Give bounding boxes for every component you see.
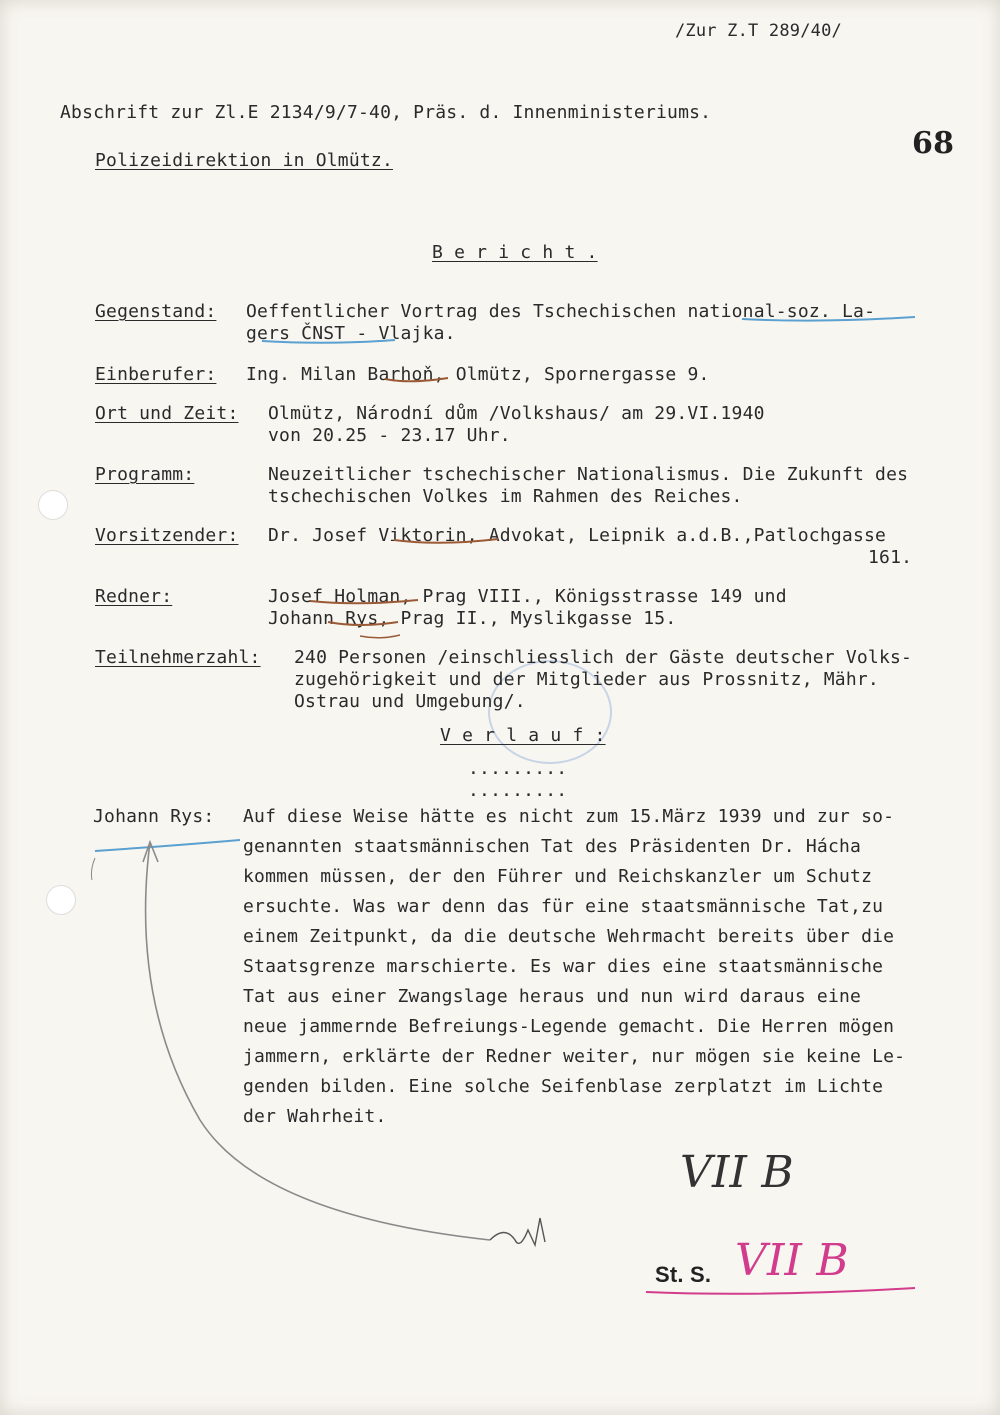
issuing-authority: Polizeidirektion in Olmütz. — [95, 150, 393, 171]
handwritten-mark-1: VII B — [680, 1147, 794, 1198]
vorsitzender-line-2: 161. — [868, 547, 913, 568]
ellipsis-line-2: ......... — [468, 780, 568, 801]
ort-zeit-label: Ort und Zeit: — [95, 403, 239, 424]
handwritten-mark-2: VII B — [735, 1235, 849, 1286]
einberufer-value: Ing. Milan Barhoň, Olmütz, Spornergasse 9. — [246, 364, 710, 385]
teilnehmerzahl-line-3: Ostrau und Umgebung/. — [294, 691, 526, 712]
speech-line: der Wahrheit. — [243, 1106, 387, 1127]
speaker-label: Johann Rys: — [93, 806, 215, 827]
speech-line: genannten staatsmännischen Tat des Präsidenten Dr. Hácha — [243, 836, 862, 857]
reference-number: /Zur Z.T 289/40/ — [675, 21, 842, 41]
programm-line-2: tschechischen Volkes im Rahmen des Reiches. — [268, 486, 743, 507]
vorsitzender-line-1: Dr. Josef Viktorin, Advokat, Leipnik a.d.B.,Patlochgasse — [268, 525, 887, 546]
verlauf-title: V e r l a u f : — [440, 725, 606, 746]
ellipsis-line-1: ......... — [468, 758, 568, 779]
speech-line: einem Zeitpunkt, da die deutsche Wehrmacht bereits über die — [243, 926, 895, 947]
redner-label: Redner: — [95, 586, 173, 607]
speech-line: Staatsgrenze marschierte. Es war dies eine staatsmännische — [243, 956, 884, 977]
ort-zeit-line-2: von 20.25 - 23.17 Uhr. — [268, 425, 511, 446]
einberufer-label: Einberufer: — [95, 364, 217, 385]
speech-line: Auf diese Weise hätte es nicht zum 15.März 1939 und zur so- — [243, 806, 895, 827]
speech-line: kommen müssen, der den Führer und Reichskanzler um Schutz — [243, 866, 873, 887]
programm-line-1: Neuzeitlicher tschechischer Nationalismus. Die Zukunft des — [268, 464, 909, 485]
page-number: 68 — [912, 126, 955, 161]
speech-line: genden bilden. Eine solche Seifenblase zerplatzt im Lichte — [243, 1076, 884, 1097]
programm-label: Programm: — [95, 464, 195, 485]
speech-line: Tat aus einer Zwangslage heraus und nun wird daraus eine — [243, 986, 862, 1007]
speech-line: jammern, erklärte der Redner weiter, nur mögen sie keine Le- — [243, 1046, 906, 1067]
ort-zeit-line-1: Olmütz, Národní dům /Volkshaus/ am 29.VI.1940 — [268, 403, 765, 424]
copy-reference: Abschrift zur Zl.E 2134/9/7-40, Präs. d. Innenministeriums. — [60, 102, 712, 123]
speech-line: ersuchte. Was war denn das für eine staatsmännische Tat,zu — [243, 896, 884, 917]
teilnehmerzahl-line-1: 240 Personen /einschliesslich der Gäste deutscher Volks- — [294, 647, 913, 668]
speech-line: neue jammernde Befreiungs-Legende gemacht. Die Herren mögen — [243, 1016, 895, 1037]
teilnehmerzahl-label: Teilnehmerzahl: — [95, 647, 261, 668]
vorsitzender-label: Vorsitzender: — [95, 525, 239, 546]
gegenstand-line-2: gers ČNST - Vlajka. — [246, 323, 456, 344]
gegenstand-line-1: Oeffentlicher Vortrag des Tschechischen national-soz. La- — [246, 301, 876, 322]
stamp-label: St. S. — [655, 1262, 712, 1287]
report-title: B e r i c h t . — [432, 242, 598, 263]
gegenstand-label: Gegenstand: — [95, 301, 217, 322]
redner-line-2: Johann Rys, Prag II., Myslikgasse 15. — [268, 608, 677, 629]
redner-line-1: Josef Holman, Prag VIII., Königsstrasse 149 und — [268, 586, 787, 607]
teilnehmerzahl-line-2: zugehörigkeit und der Mitglieder aus Prossnitz, Mähr. — [294, 669, 879, 690]
